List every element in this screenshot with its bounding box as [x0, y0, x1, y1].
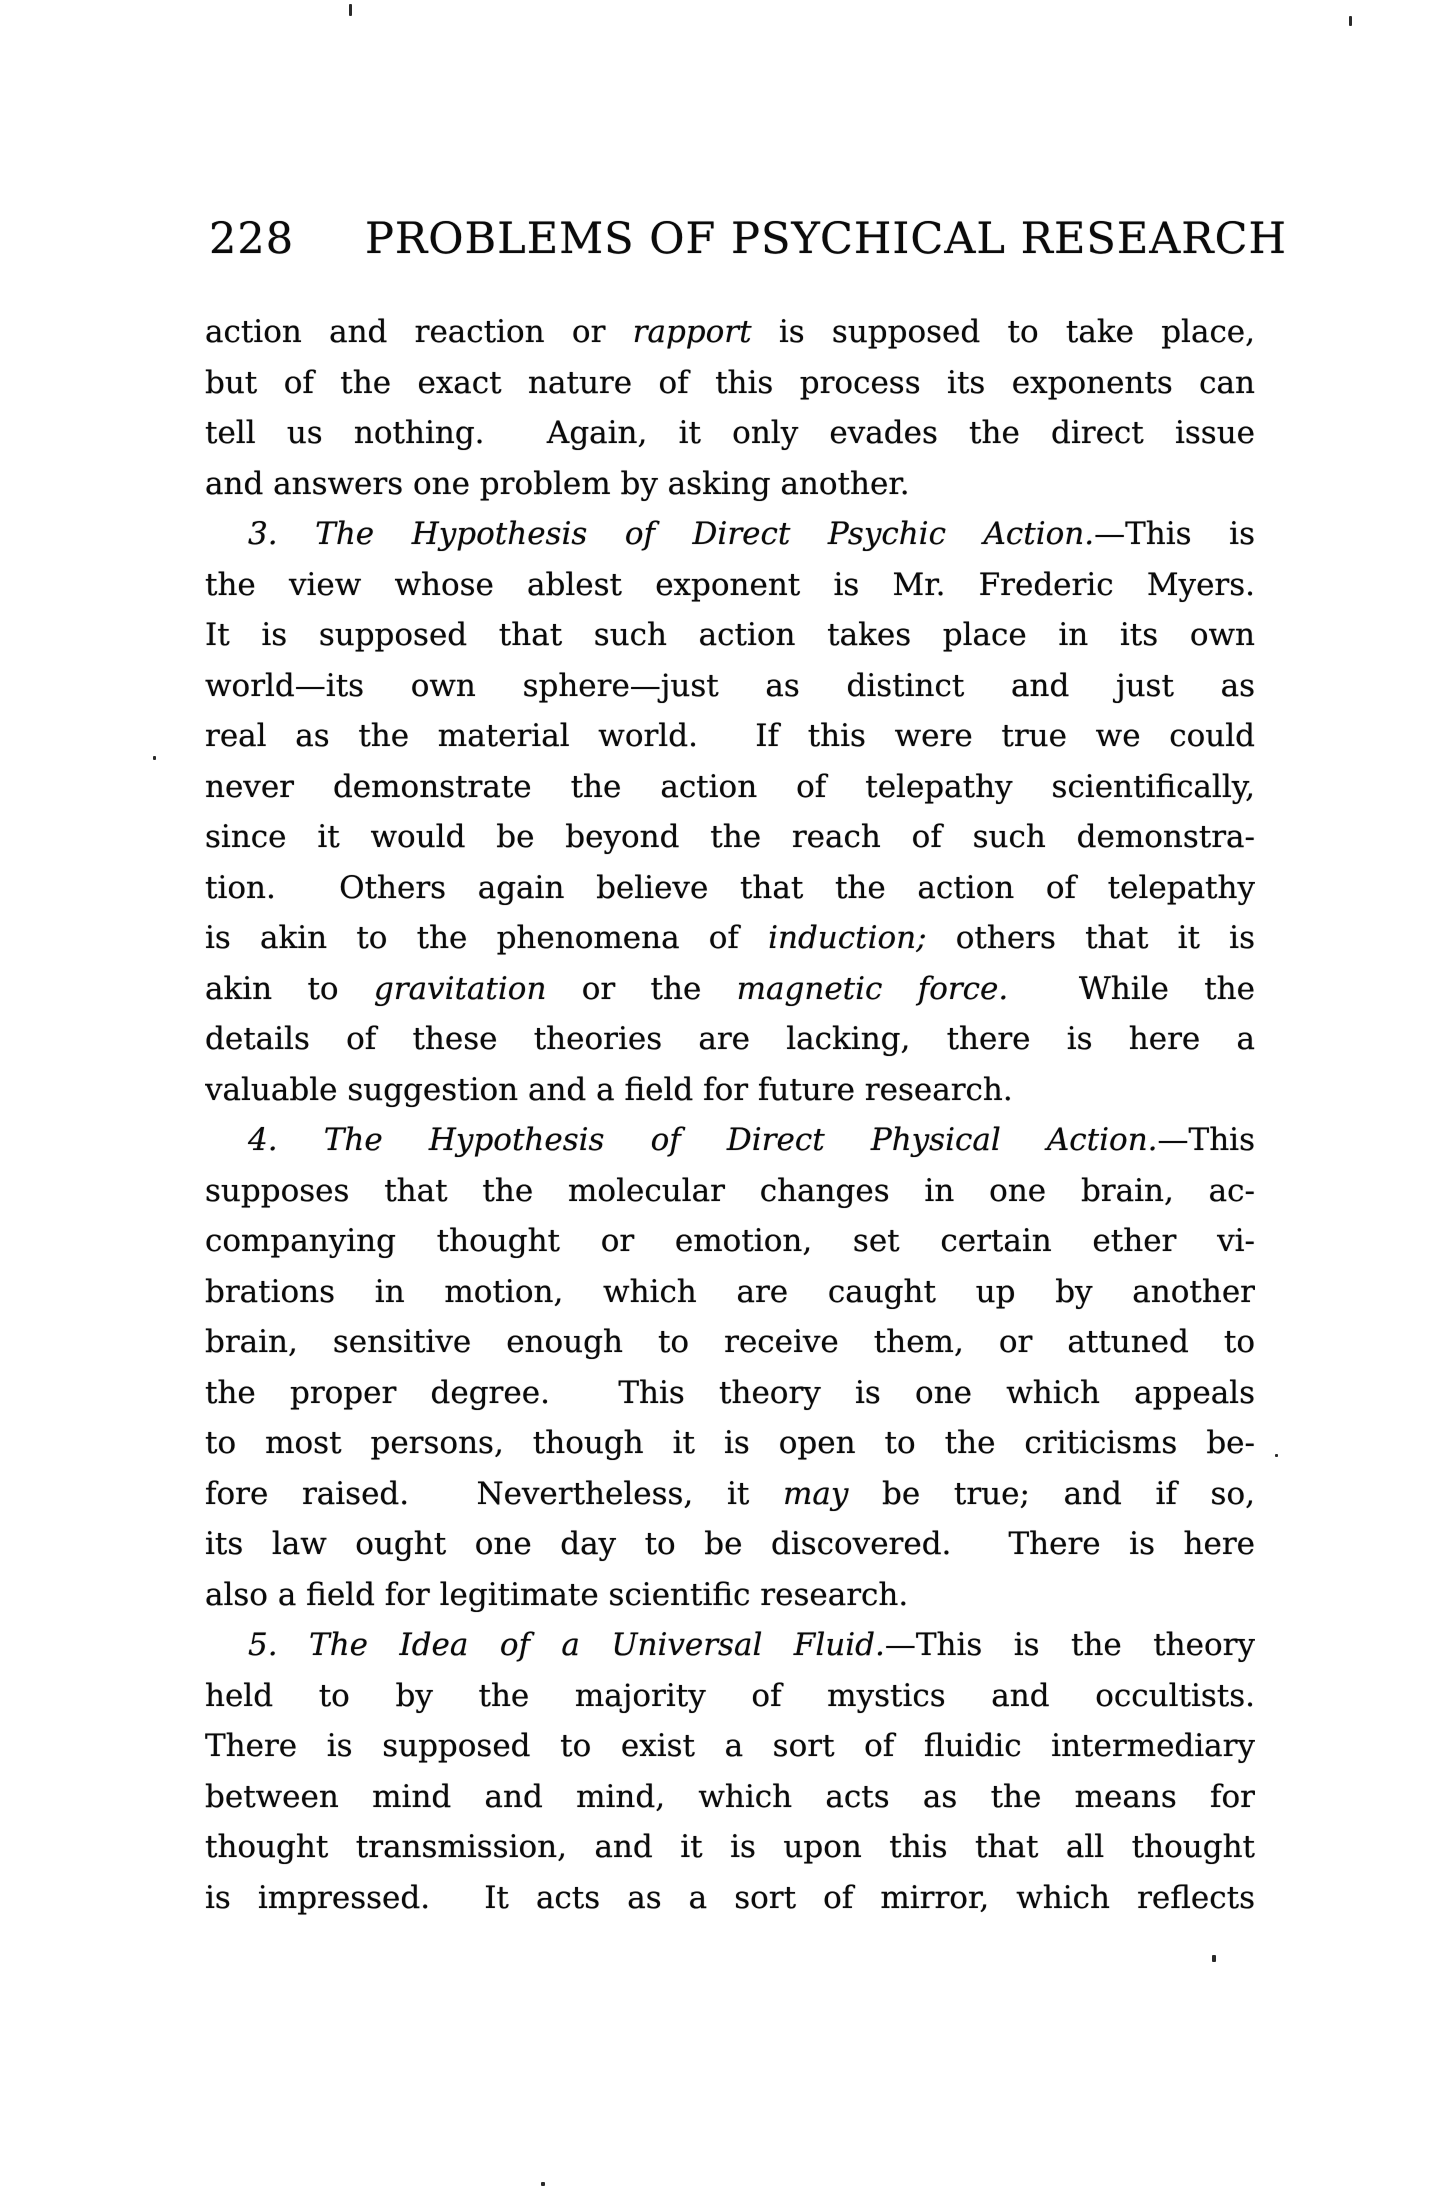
text-line — [205, 1671, 1255, 1722]
italic-text-run: induction; — [768, 920, 927, 956]
text-run: supposes that the molecular changes in one brain, ac- — [205, 1172, 1255, 1209]
text-run: —This — [1157, 1122, 1255, 1158]
text-run: is supposed to take place, — [751, 314, 1255, 350]
text-line — [205, 1873, 1255, 1924]
text-line — [205, 408, 1255, 459]
text-run: to most persons, though it is open to the criticisms be- — [205, 1425, 1255, 1461]
italic-text-run: 3. The Hypothesis of Direct Psychic Action. — [248, 516, 1095, 552]
text-line — [205, 358, 1255, 409]
text-line — [205, 1267, 1255, 1318]
italic-text-run: magnetic force. — [736, 970, 1009, 1007]
text-line — [205, 1620, 1255, 1671]
text-line — [205, 1166, 1255, 1217]
text-run: brain, sensitive enough to receive them, or attuned to — [205, 1324, 1255, 1360]
text-run: tell us nothing. Again, it only evades the direct issue — [205, 415, 1255, 451]
text-run: others that it is — [926, 920, 1255, 956]
italic-text-run: may — [782, 1475, 849, 1512]
text-line — [205, 1822, 1255, 1873]
text-line — [205, 762, 1255, 813]
text-line — [205, 307, 1255, 358]
text-run: but of the exact nature of this process its exponents can — [205, 364, 1255, 401]
text-run: fore raised. Nevertheless, it — [205, 1475, 783, 1512]
text-run: since it would be beyond the reach of such demonstra- — [205, 819, 1255, 855]
scan-speck — [153, 756, 156, 760]
scan-speck — [349, 4, 352, 16]
text-run: While the — [1008, 970, 1255, 1007]
text-line — [205, 1216, 1255, 1267]
text-run: —This is — [1094, 516, 1255, 552]
text-line — [205, 1469, 1255, 1520]
text-run: action and reaction or — [205, 314, 633, 350]
text-run: It is supposed that such action takes place in its own — [205, 617, 1255, 653]
text-run: or the — [546, 970, 737, 1007]
running-head — [0, 215, 1436, 263]
page-body-text — [205, 307, 1255, 1923]
text-run: There is supposed to exist a sort of fluidic intermediary — [205, 1728, 1255, 1764]
text-line — [205, 459, 1255, 510]
text-run: and answers one problem by asking another. — [205, 465, 910, 502]
text-run: never demonstrate the action of telepathy scientifically, — [205, 768, 1255, 805]
text-line — [205, 1368, 1255, 1419]
text-run: the view whose ablest exponent is Mr. Frederic Myers. — [205, 566, 1255, 603]
scan-speck — [1275, 1454, 1278, 1457]
text-line — [205, 812, 1255, 863]
text-line — [205, 1772, 1255, 1823]
text-line — [205, 1317, 1255, 1368]
text-run: details of these theories are lacking, there is here a — [205, 1021, 1255, 1057]
italic-text-run: rapport — [632, 314, 752, 350]
text-line — [205, 964, 1255, 1015]
text-line — [205, 711, 1255, 762]
italic-text-run: gravitation — [373, 970, 547, 1007]
text-run: is impressed. It acts as a sort of mirror, which reflects — [205, 1879, 1255, 1916]
text-line — [205, 1519, 1255, 1570]
text-line — [205, 1570, 1255, 1621]
text-run: akin to — [205, 970, 374, 1007]
scan-speck — [1212, 1955, 1216, 1962]
italic-text-run: 5. The Idea of a Universal Fluid. — [248, 1627, 885, 1663]
text-run: its law ought one day to be discovered. There is here — [205, 1526, 1255, 1562]
text-run: companying thought or emotion, set certain ether vi- — [205, 1223, 1255, 1259]
text-line — [205, 509, 1255, 560]
text-run: real as the material world. If this were true we could — [205, 718, 1255, 754]
text-run: also a field for legitimate scientific research. — [205, 1576, 909, 1613]
scan-speck — [1349, 16, 1352, 26]
text-line — [205, 1721, 1255, 1772]
text-line — [205, 863, 1255, 914]
text-line — [205, 610, 1255, 661]
text-run: be true; and if so, — [848, 1475, 1255, 1512]
text-line — [205, 661, 1255, 712]
text-line — [205, 1014, 1255, 1065]
page-number: 228 — [209, 214, 295, 264]
text-run: held to by the majority of mystics and occultists. — [205, 1677, 1255, 1714]
text-run: thought transmission, and it is upon this that all thought — [205, 1829, 1255, 1865]
text-run: world—its own sphere—just as distinct and just as — [205, 667, 1255, 704]
text-run: —This is the theory — [884, 1627, 1255, 1663]
running-head-title: PROBLEMS OF PSYCHICAL RESEARCH — [365, 214, 1288, 264]
text-line — [205, 1065, 1255, 1116]
italic-text-run: 4. The Hypothesis of Direct Physical Action. — [248, 1122, 1158, 1158]
text-run: tion. Others again believe that the action of telepathy — [205, 869, 1255, 906]
text-run: between mind and mind, which acts as the means for — [205, 1778, 1255, 1815]
text-run: brations in motion, which are caught up by another — [205, 1273, 1255, 1310]
scan-speck — [541, 2182, 545, 2186]
text-run: valuable suggestion and a field for future research. — [205, 1071, 1013, 1108]
text-line — [205, 1115, 1255, 1166]
text-line — [205, 913, 1255, 964]
text-line — [205, 1418, 1255, 1469]
text-run: is akin to the phenomena of — [205, 920, 769, 956]
text-run: the proper degree. This theory is one which appeals — [205, 1374, 1255, 1411]
text-line — [205, 560, 1255, 611]
